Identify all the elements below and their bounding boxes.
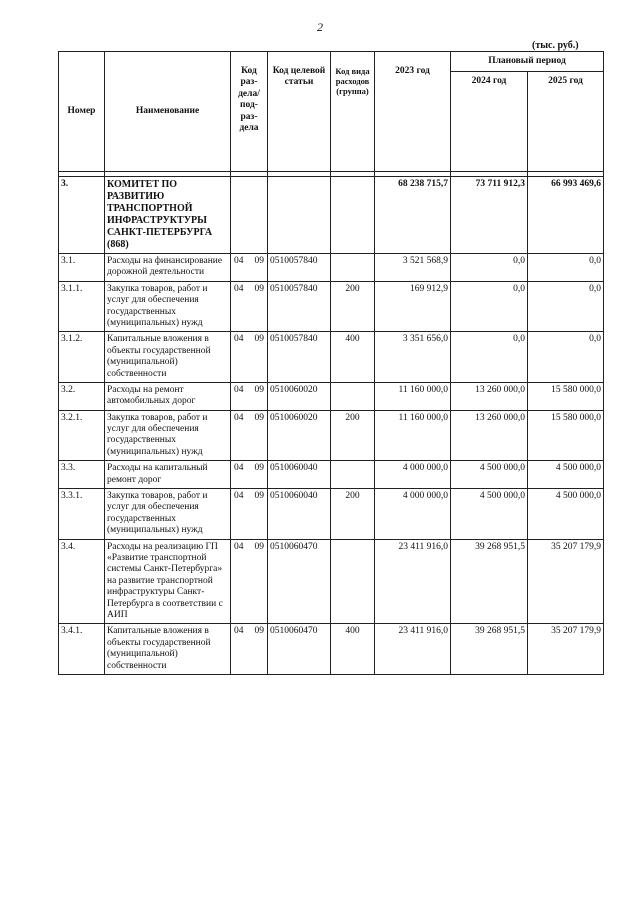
row-amount-2023: 11 160 000,0 — [375, 382, 451, 410]
row-amount-2023: 3 521 568,9 — [375, 254, 451, 282]
row-number: 3.4.1. — [59, 624, 105, 675]
header-year-2025: 2025 год — [528, 72, 604, 172]
row-number: 3.1.2. — [59, 332, 105, 383]
row-expense-type: 400 — [331, 332, 375, 383]
row-name: КОМИТЕТ ПО РАЗВИТИЮ ТРАНСПОРТНОЙ ИНФРАСТРУКТУРЫ САНКТ-ПЕТЕРБУРГА (868) — [105, 177, 231, 254]
table-row — [59, 332, 604, 383]
table-row — [59, 539, 604, 624]
row-section-code — [231, 624, 268, 675]
row-section-code — [231, 382, 268, 410]
row-name: Закупка товаров, работ и услуг для обеспечения государственных (муниципальных) нужд — [105, 410, 231, 461]
row-section: 04 — [234, 283, 244, 294]
row-amount-2024: 39 268 951,5 — [451, 624, 528, 675]
row-amount-2025: 0,0 — [528, 281, 604, 332]
row-number: 3. — [59, 177, 105, 254]
row-amount-2025: 15 580 000,0 — [528, 382, 604, 410]
row-number: 3.2.1. — [59, 410, 105, 461]
header-year-2023: 2023 год — [375, 52, 451, 172]
row-section-code — [231, 281, 268, 332]
row-amount-2024: 4 500 000,0 — [451, 489, 528, 540]
header-number: Номер — [59, 52, 105, 172]
row-amount-2024: 0,0 — [451, 254, 528, 282]
row-subsection: 09 — [254, 334, 264, 345]
row-amount-2024: 73 711 912,3 — [451, 177, 528, 254]
table-row — [59, 624, 604, 675]
row-amount-2024: 13 260 000,0 — [451, 410, 528, 461]
header-name: Наименование — [105, 52, 231, 172]
row-subsection: 09 — [254, 626, 264, 637]
row-subsection: 09 — [254, 463, 264, 474]
row-target-code: 0510060040 — [268, 461, 331, 489]
row-name: Закупка товаров, работ и услуг для обеспечения государственных (муниципальных) нужд — [105, 489, 231, 540]
row-expense-type: 400 — [331, 624, 375, 675]
row-amount-2025: 35 207 179,9 — [528, 539, 604, 624]
row-expense-type — [331, 177, 375, 254]
row-section-code — [231, 539, 268, 624]
row-amount-2025: 4 500 000,0 — [528, 461, 604, 489]
row-amount-2025: 4 500 000,0 — [528, 489, 604, 540]
row-number: 3.1. — [59, 254, 105, 282]
row-section: 04 — [234, 256, 244, 266]
page-number: 2 — [317, 20, 323, 34]
row-amount-2024: 0,0 — [451, 332, 528, 383]
row-number: 3.2. — [59, 382, 105, 410]
row-amount-2025: 15 580 000,0 — [528, 410, 604, 461]
row-section: 04 — [234, 334, 244, 345]
row-subsection: 09 — [254, 412, 264, 423]
row-amount-2023: 3 351 656,0 — [375, 332, 451, 383]
row-name: Закупка товаров, работ и услуг для обеспечения государственных (муниципальных) нужд — [105, 281, 231, 332]
row-amount-2023: 4 000 000,0 — [375, 461, 451, 489]
header-year-2024: 2024 год — [451, 72, 528, 172]
row-target-code: 0510060020 — [268, 382, 331, 410]
row-section-code — [231, 332, 268, 383]
row-amount-2025: 0,0 — [528, 332, 604, 383]
row-name: Расходы на реализацию ГП «Развитие транспортной системы Санкт-Петербурга» на развитие транспортной инфраструктуры Санкт-Петербурга в соответствии с АИП — [105, 539, 231, 624]
table-row — [59, 489, 604, 540]
row-subsection: 09 — [254, 256, 264, 266]
row-amount-2023: 68 238 715,7 — [375, 177, 451, 254]
row-target-code — [268, 177, 331, 254]
row-section-code — [231, 177, 268, 254]
row-amount-2024: 13 260 000,0 — [451, 382, 528, 410]
row-section: 04 — [234, 384, 244, 395]
row-expense-type: 200 — [331, 489, 375, 540]
row-amount-2023: 11 160 000,0 — [375, 410, 451, 461]
row-expense-type — [331, 382, 375, 410]
units-label: (тыс. руб.) — [532, 40, 579, 51]
row-amount-2024: 4 500 000,0 — [451, 461, 528, 489]
row-target-code: 0510057840 — [268, 281, 331, 332]
row-number: 3.3. — [59, 461, 105, 489]
row-number: 3.4. — [59, 539, 105, 624]
row-amount-2025: 35 207 179,9 — [528, 624, 604, 675]
row-number: 3.1.1. — [59, 281, 105, 332]
row-subsection: 09 — [254, 491, 264, 502]
row-amount-2023: 23 411 916,0 — [375, 539, 451, 624]
row-target-code: 0510057840 — [268, 254, 331, 282]
row-section: 04 — [234, 412, 244, 423]
row-name: Капитальные вложения в объекты государственной (муниципальной) собственности — [105, 332, 231, 383]
row-name: Расходы на капитальный ремонт дорог — [105, 461, 231, 489]
row-section-code — [231, 489, 268, 540]
row-section: 04 — [234, 491, 244, 502]
row-name: Капитальные вложения в объекты государственной (муниципальной) собственности — [105, 624, 231, 675]
row-amount-2023: 169 912,9 — [375, 281, 451, 332]
row-section: 04 — [234, 463, 244, 474]
row-target-code: 0510060040 — [268, 489, 331, 540]
budget-table — [58, 51, 604, 675]
table-row — [59, 461, 604, 489]
row-name: Расходы на финансирование дорожной деятельности — [105, 254, 231, 282]
row-section-code — [231, 410, 268, 461]
row-expense-type: 200 — [331, 410, 375, 461]
table-row — [59, 410, 604, 461]
row-target-code: 0510057840 — [268, 332, 331, 383]
row-subsection: 09 — [254, 384, 264, 395]
row-number: 3.3.1. — [59, 489, 105, 540]
row-expense-type — [331, 539, 375, 624]
table-row — [59, 281, 604, 332]
row-amount-2024: 0,0 — [451, 281, 528, 332]
row-amount-2023: 4 000 000,0 — [375, 489, 451, 540]
header-planned-period: Плановый период — [451, 52, 604, 72]
header-expense-type: Код вида расходов (группа) — [331, 52, 375, 172]
row-name: Расходы на ремонт автомобильных дорог — [105, 382, 231, 410]
row-section-code — [231, 461, 268, 489]
row-amount-2024: 39 268 951,5 — [451, 539, 528, 624]
header-section-code: Код раз-дела/ под-раз-дела — [231, 52, 268, 172]
row-expense-type — [331, 254, 375, 282]
row-amount-2025: 66 993 469,6 — [528, 177, 604, 254]
row-section: 04 — [234, 541, 244, 552]
row-amount-2023: 23 411 916,0 — [375, 624, 451, 675]
row-target-code: 0510060470 — [268, 624, 331, 675]
row-amount-2025: 0,0 — [528, 254, 604, 282]
table-row — [59, 254, 604, 282]
header-target-code: Код целевой статьи — [268, 52, 331, 172]
row-section: 04 — [234, 626, 244, 637]
row-subsection: 09 — [254, 541, 264, 552]
row-target-code: 0510060020 — [268, 410, 331, 461]
row-target-code: 0510060470 — [268, 539, 331, 624]
table-row — [59, 177, 604, 254]
row-section-code — [231, 254, 268, 282]
table-row — [59, 382, 604, 410]
row-expense-type: 200 — [331, 281, 375, 332]
row-expense-type — [331, 461, 375, 489]
row-subsection: 09 — [254, 283, 264, 294]
